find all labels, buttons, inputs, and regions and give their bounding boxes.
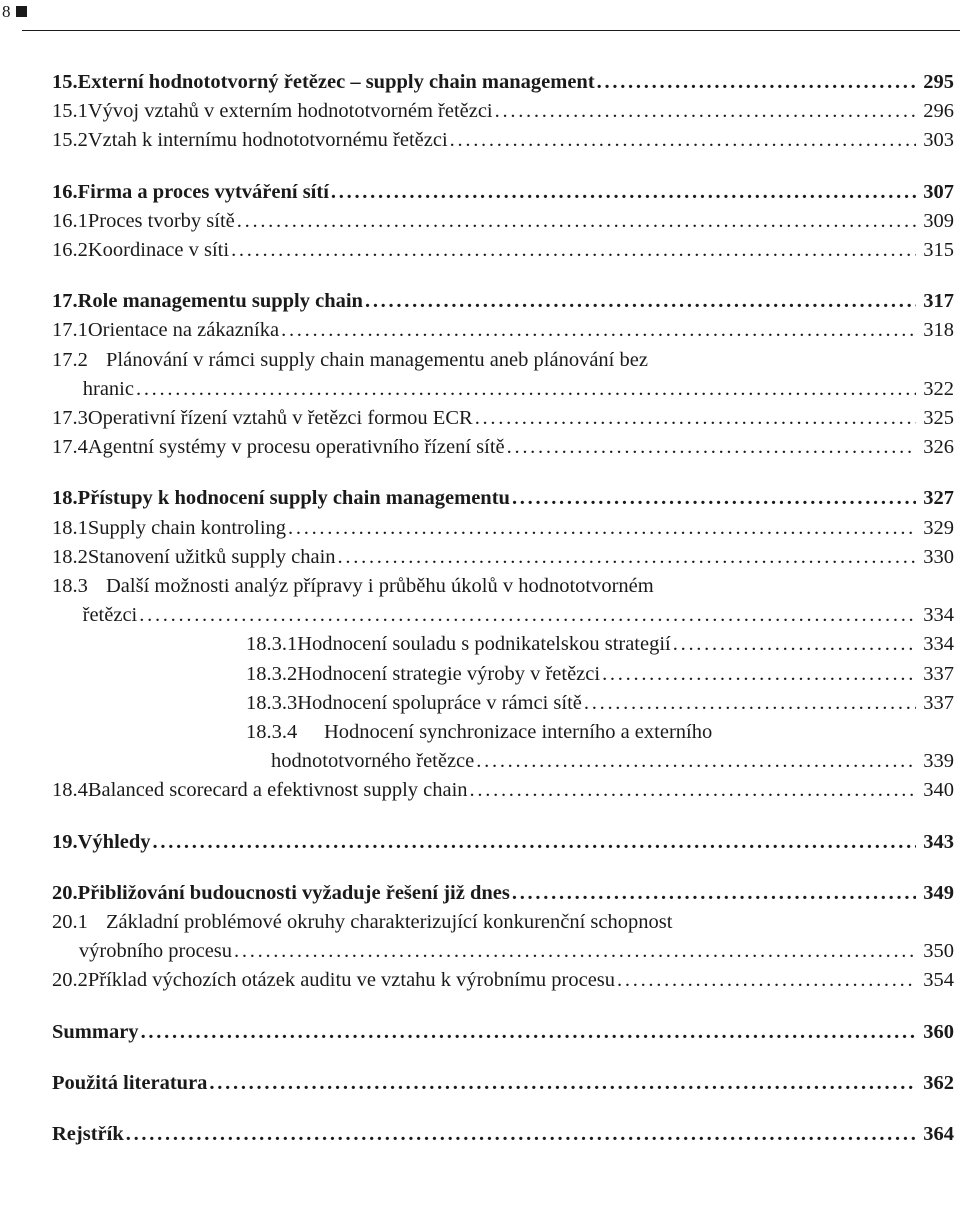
entry-title: Proces tvorby sítě (87, 209, 235, 232)
toc-section (52, 1069, 954, 1098)
entry-title: Přístupy k hodnocení supply chain managementu (77, 487, 510, 510)
entry-number: 16. (52, 180, 78, 203)
entry-page-number: 296 (923, 100, 954, 123)
dot-leader (617, 966, 916, 995)
entry-title: Přibližování budoucnosti vyžaduje řešení již dnes (77, 881, 510, 904)
entry-title: hranic (82, 377, 134, 400)
entry-title: Summary (52, 1020, 139, 1043)
dot-leader (141, 1018, 916, 1047)
toc-entry[interactable] (52, 236, 954, 265)
toc-section (52, 287, 954, 462)
entry-number: 16.2 (52, 239, 88, 262)
dot-leader (512, 879, 916, 908)
toc-entry[interactable] (52, 543, 954, 572)
dot-leader (288, 514, 916, 543)
entry-number: 18.2 (52, 545, 88, 568)
entry-number: 18.3.2 (246, 662, 298, 685)
toc-entry[interactable] (52, 68, 954, 97)
toc-entry[interactable] (52, 97, 954, 126)
toc-entry[interactable] (52, 126, 954, 155)
page-header (0, 0, 960, 32)
toc-entry[interactable] (52, 484, 954, 513)
entry-page-number: 317 (923, 290, 954, 313)
entry-number: 15.1 (52, 100, 88, 123)
entry-number: 18.1 (52, 516, 88, 539)
dot-leader (139, 601, 916, 630)
entry-number: 17. (52, 290, 78, 313)
entry-page-number: 339 (923, 750, 954, 773)
entry-number: 18.4 (52, 779, 88, 802)
entry-title: Použitá literatura (52, 1071, 208, 1094)
entry-page-number: 318 (923, 319, 954, 342)
entry-number: 15.2 (52, 129, 88, 152)
entry-number: 18.3.3 (246, 691, 298, 714)
entry-page-number: 329 (923, 516, 954, 539)
entry-number: 19. (52, 830, 78, 853)
entry-title: Supply chain kontroling (87, 516, 287, 539)
entry-title: Rejstřík (52, 1123, 124, 1146)
toc-section (52, 484, 954, 805)
entry-number: 20. (52, 881, 78, 904)
entry-title: Firma a proces vytváření sítí (77, 180, 329, 203)
entry-page-number: 360 (923, 1020, 954, 1043)
entry-page-number: 315 (923, 239, 954, 262)
entry-title: Hodnocení spolupráce v rámci sítě (297, 691, 582, 714)
dot-leader (365, 287, 916, 316)
dot-leader (597, 68, 916, 97)
entry-title: Koordinace v síti (87, 239, 230, 262)
entry-page-number: 307 (923, 180, 954, 203)
toc-entry[interactable] (52, 1120, 954, 1149)
dot-leader (602, 660, 916, 689)
dot-leader (495, 97, 916, 126)
dot-leader (470, 776, 916, 805)
dot-leader (153, 828, 916, 857)
dot-leader (584, 689, 916, 718)
dot-leader (136, 375, 916, 404)
toc-entry[interactable] (52, 572, 954, 630)
toc-entry[interactable] (52, 828, 954, 857)
entry-title: výrobního procesu (78, 940, 233, 963)
entry-title: Orientace na zákazníka (87, 319, 280, 342)
dot-leader (331, 178, 916, 207)
entry-title: Vývoj vztahů v externím hodnototvorném řetězci (87, 100, 493, 123)
entry-page-number: 349 (923, 881, 954, 904)
entry-page-number: 337 (923, 662, 954, 685)
entry-page-number: 327 (923, 487, 954, 510)
entry-title: Vztah k internímu hodnototvornému řetězci (87, 129, 448, 152)
entry-title: Další možnosti analýz přípravy i průběhu úkolů v hodnototvorném (106, 575, 654, 598)
toc-entry[interactable] (52, 1069, 954, 1098)
toc-entry[interactable] (52, 630, 954, 659)
toc-entry[interactable] (52, 514, 954, 543)
toc-section (52, 828, 954, 857)
entry-page-number: 343 (923, 830, 954, 853)
toc-entry[interactable] (52, 433, 954, 462)
toc-entry[interactable] (52, 404, 954, 433)
entry-page-number: 295 (923, 71, 954, 93)
toc-entry[interactable] (52, 660, 954, 689)
entry-page-number: 364 (923, 1123, 954, 1146)
entry-number: 18.3.1 (246, 633, 298, 656)
entry-page-number: 326 (923, 436, 954, 459)
dot-leader (450, 126, 916, 155)
entry-number: 18.3 (52, 575, 88, 598)
toc-entry[interactable] (52, 966, 954, 995)
dot-leader (476, 747, 916, 776)
dot-leader (673, 630, 916, 659)
entry-number: 20.1 (52, 911, 88, 934)
entry-page-number: 334 (923, 604, 954, 627)
entry-number: 16.1 (52, 209, 88, 232)
entry-title: hodnototvorného řetězce (271, 750, 475, 773)
entry-page-number: 362 (923, 1071, 954, 1094)
entry-number: 20.2 (52, 969, 88, 992)
entry-title: Základní problémové okruhy charakterizující konkurenční schopnost (106, 911, 673, 934)
dot-leader (475, 404, 916, 433)
entry-title: Balanced scorecard a efektivnost supply chain (87, 779, 468, 802)
entry-page-number: 340 (923, 779, 954, 802)
entry-title: Stanovení užitků supply chain (87, 545, 336, 568)
entry-title: Plánování v rámci supply chain managementu aneb plánování bez (106, 348, 648, 371)
entry-number: 17.2 (52, 348, 88, 371)
dot-leader (237, 207, 916, 236)
page-number: 8 (2, 2, 11, 21)
entry-title: Příklad výchozích otázek auditu ve vztahu k výrobnímu procesu (87, 969, 616, 992)
entry-title: řetězci (82, 604, 138, 627)
entry-number: 18.3.4 (246, 721, 298, 744)
toc-entry[interactable] (52, 908, 954, 966)
toc-section (52, 1120, 954, 1149)
dot-leader (507, 433, 916, 462)
entry-number: 15. (52, 71, 78, 93)
toc-entry[interactable] (52, 346, 954, 404)
toc-entry[interactable] (52, 718, 954, 776)
dot-leader (512, 484, 916, 513)
dot-leader (209, 1069, 916, 1098)
header-rule (22, 30, 960, 31)
toc-entry[interactable] (52, 1018, 954, 1047)
entry-title: Hodnocení strategie výroby v řetězci (297, 662, 601, 685)
toc-section (52, 178, 954, 266)
entry-page-number: 322 (923, 377, 954, 400)
entry-number: 17.3 (52, 407, 88, 430)
dot-leader (231, 236, 916, 265)
toc-entry[interactable] (52, 689, 954, 718)
dot-leader (281, 316, 916, 345)
toc-entry[interactable] (52, 879, 954, 908)
square-bullet-icon (16, 6, 27, 17)
entry-title: Hodnocení souladu s podnikatelskou strategií (297, 633, 671, 656)
table-of-contents (52, 68, 954, 1171)
toc-entry[interactable] (52, 776, 954, 805)
toc-section (52, 68, 954, 156)
toc-section (52, 879, 954, 996)
entry-number: 17.4 (52, 436, 88, 459)
dot-leader (234, 937, 916, 966)
entry-page-number: 303 (923, 129, 954, 152)
entry-page-number: 334 (923, 633, 954, 656)
entry-page-number: 354 (923, 969, 954, 992)
entry-title: Agentní systémy v procesu operativního řízení sítě (87, 436, 505, 459)
entry-title: Operativní řízení vztahů v řetězci formou ECR (87, 407, 473, 430)
dot-leader (338, 543, 916, 572)
toc-section (52, 1018, 954, 1047)
entry-page-number: 350 (923, 940, 954, 963)
entry-page-number: 325 (923, 407, 954, 430)
entry-number: 17.1 (52, 319, 88, 342)
toc-entry[interactable] (52, 207, 954, 236)
entry-page-number: 309 (923, 209, 954, 232)
dot-leader (126, 1120, 916, 1149)
entry-title: Role managementu supply chain (77, 290, 363, 313)
entry-title: Výhledy (77, 830, 151, 853)
toc-entry[interactable] (52, 287, 954, 316)
entry-title: Hodnocení synchronizace interního a externího (324, 721, 713, 744)
toc-entry[interactable] (52, 178, 954, 207)
toc-entry[interactable] (52, 316, 954, 345)
entry-title: Externí hodnototvorný řetězec – supply chain management (77, 71, 595, 93)
entry-number: 18. (52, 487, 78, 510)
entry-page-number: 330 (923, 545, 954, 568)
entry-page-number: 337 (923, 691, 954, 714)
